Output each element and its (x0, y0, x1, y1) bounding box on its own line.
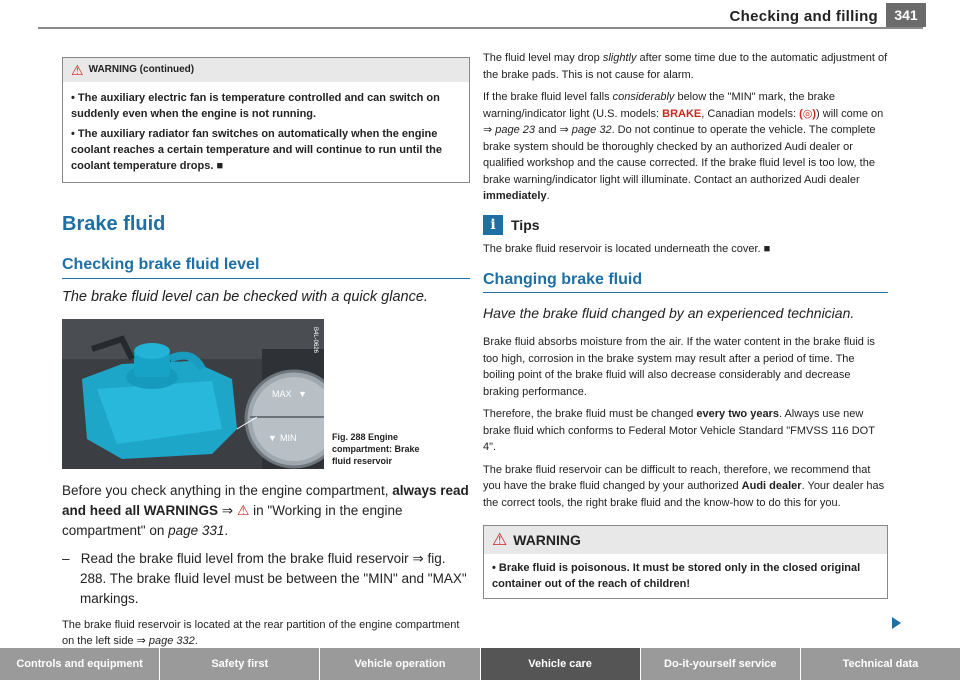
figure-caption-label: Fig. 288 (332, 432, 366, 442)
warning-body: • Brake fluid is poisonous. It must be stored only in the closed original container out of the reach of children! (492, 562, 861, 590)
body-paragraph: The fluid level may drop slightly after some time due to the automatic adjustment of the brake pads. This is not cause for alarm. (483, 52, 888, 81)
changing-intro: Have the brake fluid changed by an experienced technician. (483, 305, 855, 321)
warning-triangle-icon: ⚠ (492, 530, 508, 549)
right-column (483, 50, 888, 599)
page-link[interactable]: page 32 (571, 124, 612, 136)
figure-min-arrow: ▼ (268, 433, 277, 443)
footer-tab-vehicle-care[interactable]: Vehicle care (481, 648, 641, 680)
body-paragraph: The brake fluid reservoir can be difficult to reach, therefore, we recommend that you have the brake fluid changed by your authorized Audi dealer. Your dealer has the correct tools, the right brake fluid and the know-how to do this for you. (483, 463, 885, 509)
engine-compartment-illustration (62, 319, 324, 469)
warning-continued-box (62, 57, 470, 183)
brake-fluid-reservoir-figure (62, 319, 324, 469)
brake-warning-light-icon: (◎) (799, 107, 817, 120)
page-header-title: Checking and filling (729, 8, 878, 25)
figure-max-label: MAX (272, 389, 292, 399)
left-column (62, 57, 470, 655)
warning-title: WARNING (513, 532, 581, 548)
warning-header (484, 526, 887, 554)
warning-continued-title: WARNING (continued) (88, 64, 195, 75)
footer-tab-diy[interactable]: Do-it-yourself service (641, 648, 801, 680)
warning-continued-body (63, 82, 469, 182)
warning-box (483, 525, 888, 599)
body-paragraph: If the brake fluid level falls considerably below the "MIN" mark, the brake warning/indicator light (U.S. models: BRAKE, Canadian models: (◎)) will come on ⇒ page 23 and ⇒ page 32. Do not continue to operate the vehicle. The complete brake system should be thoroughly checked by an authorized Audi dealer or qualified workshop and the cause corrected. If the brake fluid level is too low, the brake warning/indicator light will illuminate. Contact an authorized Audi dealer immediately. (483, 91, 884, 202)
figure-caption-text: Engine compartment: Brake fluid reservoir (332, 432, 420, 466)
info-icon: i (483, 215, 503, 235)
warning-triangle-icon: ⚠ (236, 502, 250, 518)
footer-tab-operation[interactable]: Vehicle operation (320, 648, 480, 680)
footer-tab-controls[interactable]: Controls and equipment (0, 648, 160, 680)
header-rule (38, 27, 923, 29)
warning-item: • The auxiliary electric fan is temperature controlled and can switch on suddenly even when the engine is not running. (71, 92, 440, 120)
figure-max-arrow: ▼ (298, 389, 307, 399)
figure-caption (332, 431, 422, 469)
warning-triangle-icon: ⚠ (71, 62, 84, 78)
tips-text: The brake fluid reservoir is located underneath the cover. ■ (483, 242, 771, 255)
page-number: 341 (886, 3, 926, 27)
warning-item: • The auxiliary radiator fan switches on automatically when the engine coolant reaches a certain temperature and will continue to run until the coolant temperature drops. ■ (71, 128, 443, 172)
figure-min-label: MIN (280, 433, 297, 443)
location-note: The brake fluid reservoir is located at the rear partition of the engine compartment on the left side ⇒ page 332. (62, 619, 460, 647)
tips-title: Tips (511, 216, 540, 233)
warning-continued-header (63, 58, 469, 82)
brake-warning-text-icon: BRAKE (662, 107, 702, 120)
changing-brake-fluid-title: Changing brake fluid (483, 271, 888, 293)
instruction-step: – Read the brake fluid level from the brake fluid reservoir ⇒ fig. 288. The brake fluid level must be between the "MIN" and "MAX" markings. (62, 551, 467, 606)
page-link[interactable]: page 331 (168, 523, 225, 538)
page-link[interactable]: page 332 (148, 635, 195, 647)
subsection-intro: The brake fluid level can be checked with a quick glance. (62, 289, 428, 305)
section-title: Brake fluid (62, 213, 166, 235)
footer-nav (0, 648, 960, 680)
intro-paragraph: Before you check anything in the engine compartment, always read and heed all WARNINGS ⇒ ⚠ in "Working in the engine compartment" on page 331. (62, 483, 469, 538)
page-link[interactable]: page 23 (495, 124, 536, 136)
subsection-title: Checking brake fluid level (62, 256, 470, 279)
body-paragraph: Brake fluid absorbs moisture from the air. If the water content in the brake fluid is too high, corrosion in the brake system may result after a period of time. The boiling point of the brake fluid will also decrease considerably and decrease braking performance. (483, 336, 875, 398)
footer-tab-technical[interactable]: Technical data (801, 648, 960, 680)
figure-row (62, 319, 470, 469)
tips-header (483, 215, 888, 235)
continue-arrow-icon (892, 617, 901, 629)
figure-code: B4L-0626 (312, 327, 318, 354)
footer-tab-safety[interactable]: Safety first (160, 648, 320, 680)
body-paragraph: Therefore, the brake fluid must be changed every two years. Always use new brake fluid which conforms to Federal Motor Vehicle Standard "FMVSS 116 DOT 4". (483, 408, 875, 453)
